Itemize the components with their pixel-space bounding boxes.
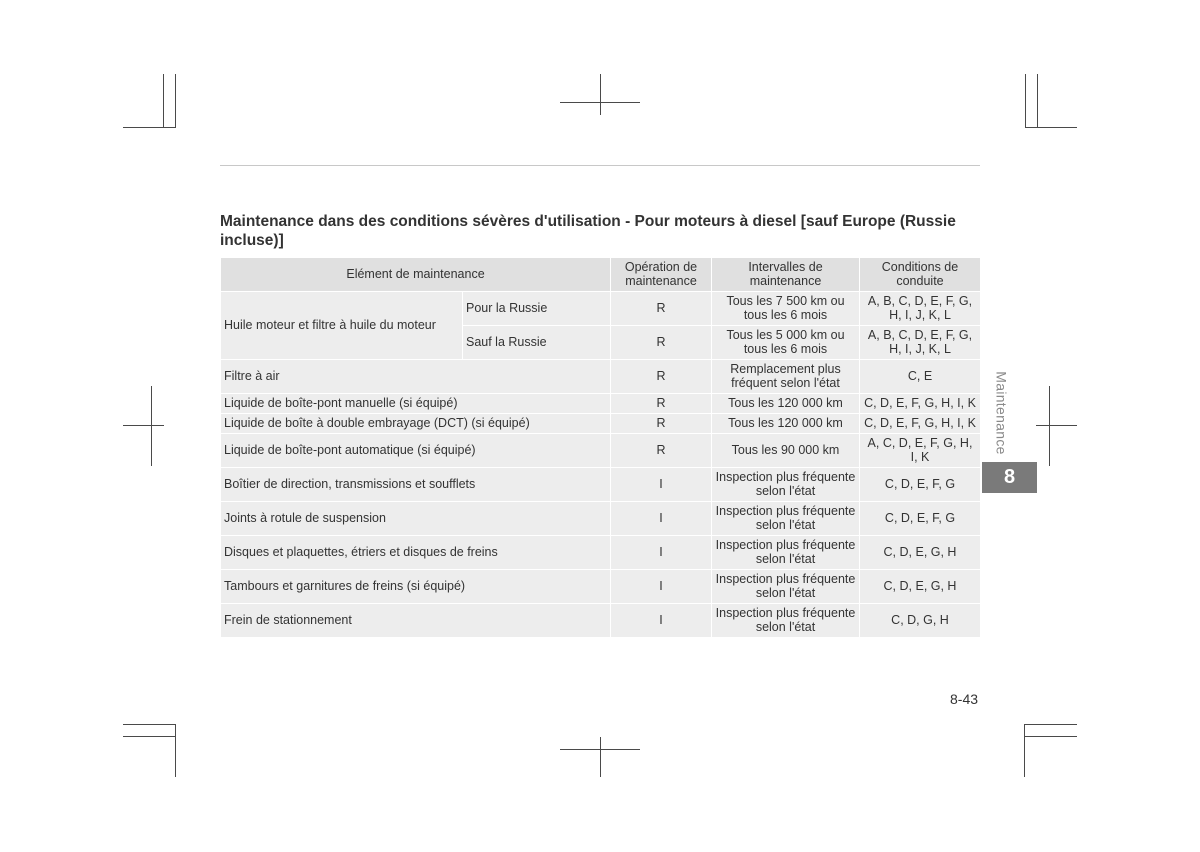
conditions-cell: C, D, E, F, G, H, I, K	[860, 414, 981, 434]
item-cell: Liquide de boîte-pont automatique (si équipé)	[221, 434, 611, 468]
conditions-cell: C, D, G, H	[860, 604, 981, 638]
chapter-tab: 8	[982, 462, 1037, 493]
conditions-cell: C, D, E, G, H	[860, 570, 981, 604]
side-section-text: Maintenance	[994, 371, 1010, 455]
interval-cell: Tous les 5 000 km ou tous les 6 mois	[712, 326, 860, 360]
sub-item-cell: Pour la Russie	[463, 292, 611, 326]
item-cell: Frein de stationnement	[221, 604, 611, 638]
conditions-cell: A, C, D, E, F, G, H, I, K	[860, 434, 981, 468]
maintenance-table	[220, 257, 981, 638]
table-header-row	[221, 258, 981, 292]
conditions-cell: C, D, E, F, G	[860, 468, 981, 502]
table-row	[221, 394, 981, 414]
table-row	[221, 434, 981, 468]
table-row	[221, 468, 981, 502]
interval-cell: Inspection plus fréquente selon l'état	[712, 536, 860, 570]
item-cell: Tambours et garnitures de freins (si équipé)	[221, 570, 611, 604]
operation-cell: R	[611, 434, 712, 468]
table-row	[221, 570, 981, 604]
interval-cell: Inspection plus fréquente selon l'état	[712, 502, 860, 536]
interval-cell: Remplacement plus fréquent selon l'état	[712, 360, 860, 394]
header-conditions: Conditions de conduite	[860, 258, 981, 292]
header-rule	[220, 165, 980, 166]
item-cell: Disques et plaquettes, étriers et disques de freins	[221, 536, 611, 570]
table-row	[221, 604, 981, 638]
item-cell: Boîtier de direction, transmissions et soufflets	[221, 468, 611, 502]
operation-cell: R	[611, 414, 712, 434]
interval-cell: Tous les 90 000 km	[712, 434, 860, 468]
table-row	[221, 414, 981, 434]
conditions-cell: A, B, C, D, E, F, G, H, I, J, K, L	[860, 292, 981, 326]
operation-cell: I	[611, 536, 712, 570]
operation-cell: R	[611, 394, 712, 414]
table-row	[221, 292, 981, 326]
page-number: 8-43	[950, 691, 979, 707]
item-cell: Liquide de boîte à double embrayage (DCT) (si équipé)	[221, 414, 611, 434]
side-section-label	[985, 368, 1019, 458]
operation-cell: R	[611, 360, 712, 394]
header-item: Elément de maintenance	[221, 258, 611, 292]
conditions-cell: C, D, E, G, H	[860, 536, 981, 570]
conditions-cell: A, B, C, D, E, F, G, H, I, J, K, L	[860, 326, 981, 360]
header-operation: Opération de maintenance	[611, 258, 712, 292]
table-row	[221, 536, 981, 570]
header-interval: Intervalles de maintenance	[712, 258, 860, 292]
conditions-cell: C, E	[860, 360, 981, 394]
item-cell: Joints à rotule de suspension	[221, 502, 611, 536]
sub-item-cell: Sauf la Russie	[463, 326, 611, 360]
operation-cell: I	[611, 604, 712, 638]
operation-cell: R	[611, 326, 712, 360]
operation-cell: I	[611, 570, 712, 604]
operation-cell: I	[611, 502, 712, 536]
item-cell: Liquide de boîte-pont manuelle (si équipé)	[221, 394, 611, 414]
table-row	[221, 360, 981, 394]
item-cell: Huile moteur et filtre à huile du moteur	[221, 292, 463, 360]
interval-cell: Tous les 120 000 km	[712, 394, 860, 414]
interval-cell: Inspection plus fréquente selon l'état	[712, 604, 860, 638]
interval-cell: Tous les 120 000 km	[712, 414, 860, 434]
conditions-cell: C, D, E, F, G, H, I, K	[860, 394, 981, 414]
table-row	[221, 502, 981, 536]
item-cell: Filtre à air	[221, 360, 611, 394]
operation-cell: R	[611, 292, 712, 326]
operation-cell: I	[611, 468, 712, 502]
interval-cell: Inspection plus fréquente selon l'état	[712, 468, 860, 502]
interval-cell: Tous les 7 500 km ou tous les 6 mois	[712, 292, 860, 326]
section-title: Maintenance dans des conditions sévères d'utilisation - Pour moteurs à diesel [sauf Europe (Russie incluse)]	[220, 213, 956, 249]
interval-cell: Inspection plus fréquente selon l'état	[712, 570, 860, 604]
conditions-cell: C, D, E, F, G	[860, 502, 981, 536]
